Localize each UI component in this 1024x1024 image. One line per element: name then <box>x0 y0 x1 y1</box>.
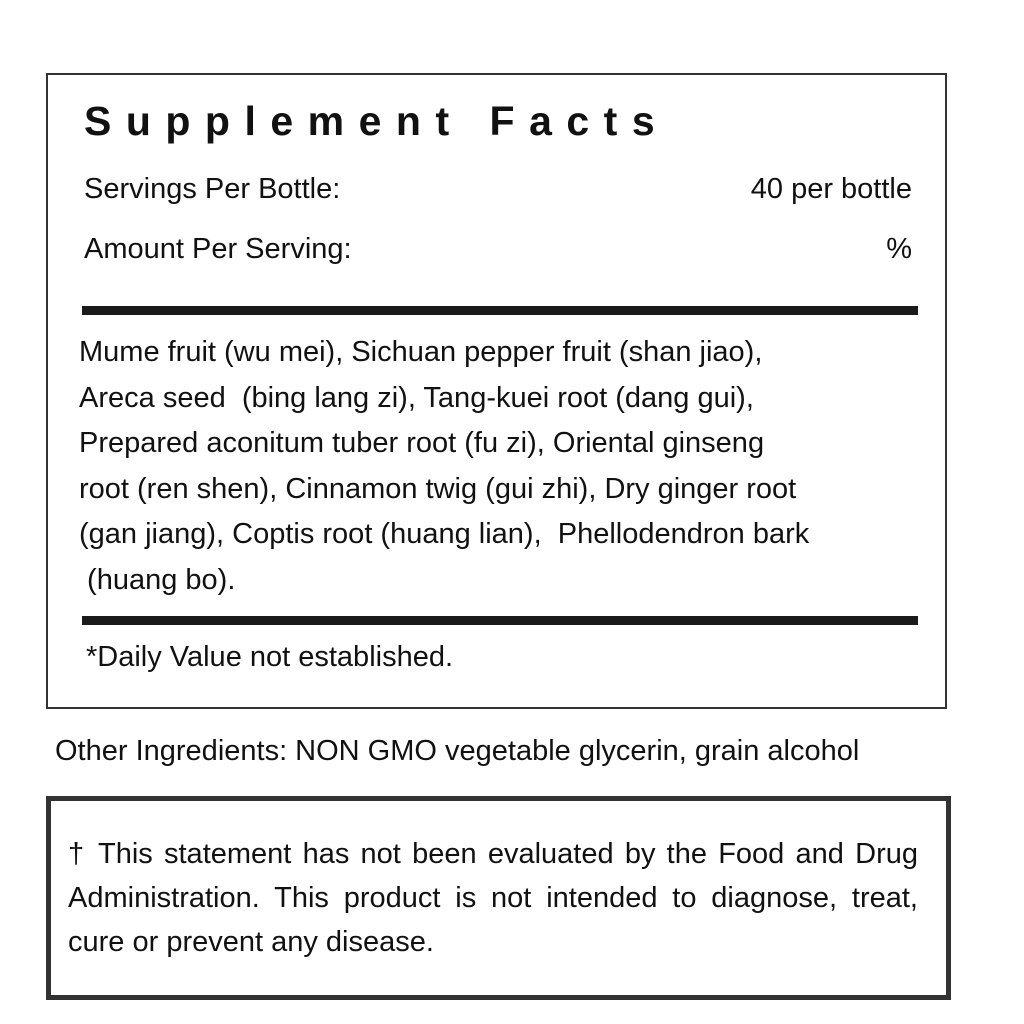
ingredients-line: Prepared aconitum tuber root (fu zi), Oriental ginseng <box>79 427 765 460</box>
facts-title: Supplement Facts <box>84 98 670 144</box>
supplement-facts-panel <box>46 73 947 709</box>
ingredients-line: (gan jiang), Coptis root (huang lian), Phellodendron bark <box>79 518 810 551</box>
ingredients-list <box>79 330 929 604</box>
ingredients-line: (huang bo). <box>79 563 236 596</box>
amount-value: % <box>886 233 912 265</box>
thick-divider-bottom <box>82 616 918 625</box>
fda-disclaimer-box <box>46 796 951 1000</box>
servings-value: 40 per bottle <box>750 173 912 205</box>
ingredients-line: Mume fruit (wu mei), Sichuan pepper fruit (shan jiao), <box>79 336 763 368</box>
other-ingredients: Other Ingredients: NON GMO vegetable glycerin, grain alcohol <box>55 735 860 767</box>
amount-label: Amount Per Serving: <box>84 233 352 265</box>
daily-value-note: *Daily Value not established. <box>86 641 454 673</box>
fda-disclaimer-text: † This statement has not been evaluated by the Food and Drug Administration. This product is not intended to diagnose, treat, cure or prevent any disease. <box>68 838 918 958</box>
ingredients-line: root (ren shen), Cinnamon twig (gui zhi), Dry ginger root <box>79 472 797 505</box>
ingredients-line: Areca seed (bing lang zi), Tang-kuei root (dang gui), <box>79 381 754 414</box>
servings-label: Servings Per Bottle: <box>84 173 341 205</box>
thick-divider-top <box>82 306 918 315</box>
